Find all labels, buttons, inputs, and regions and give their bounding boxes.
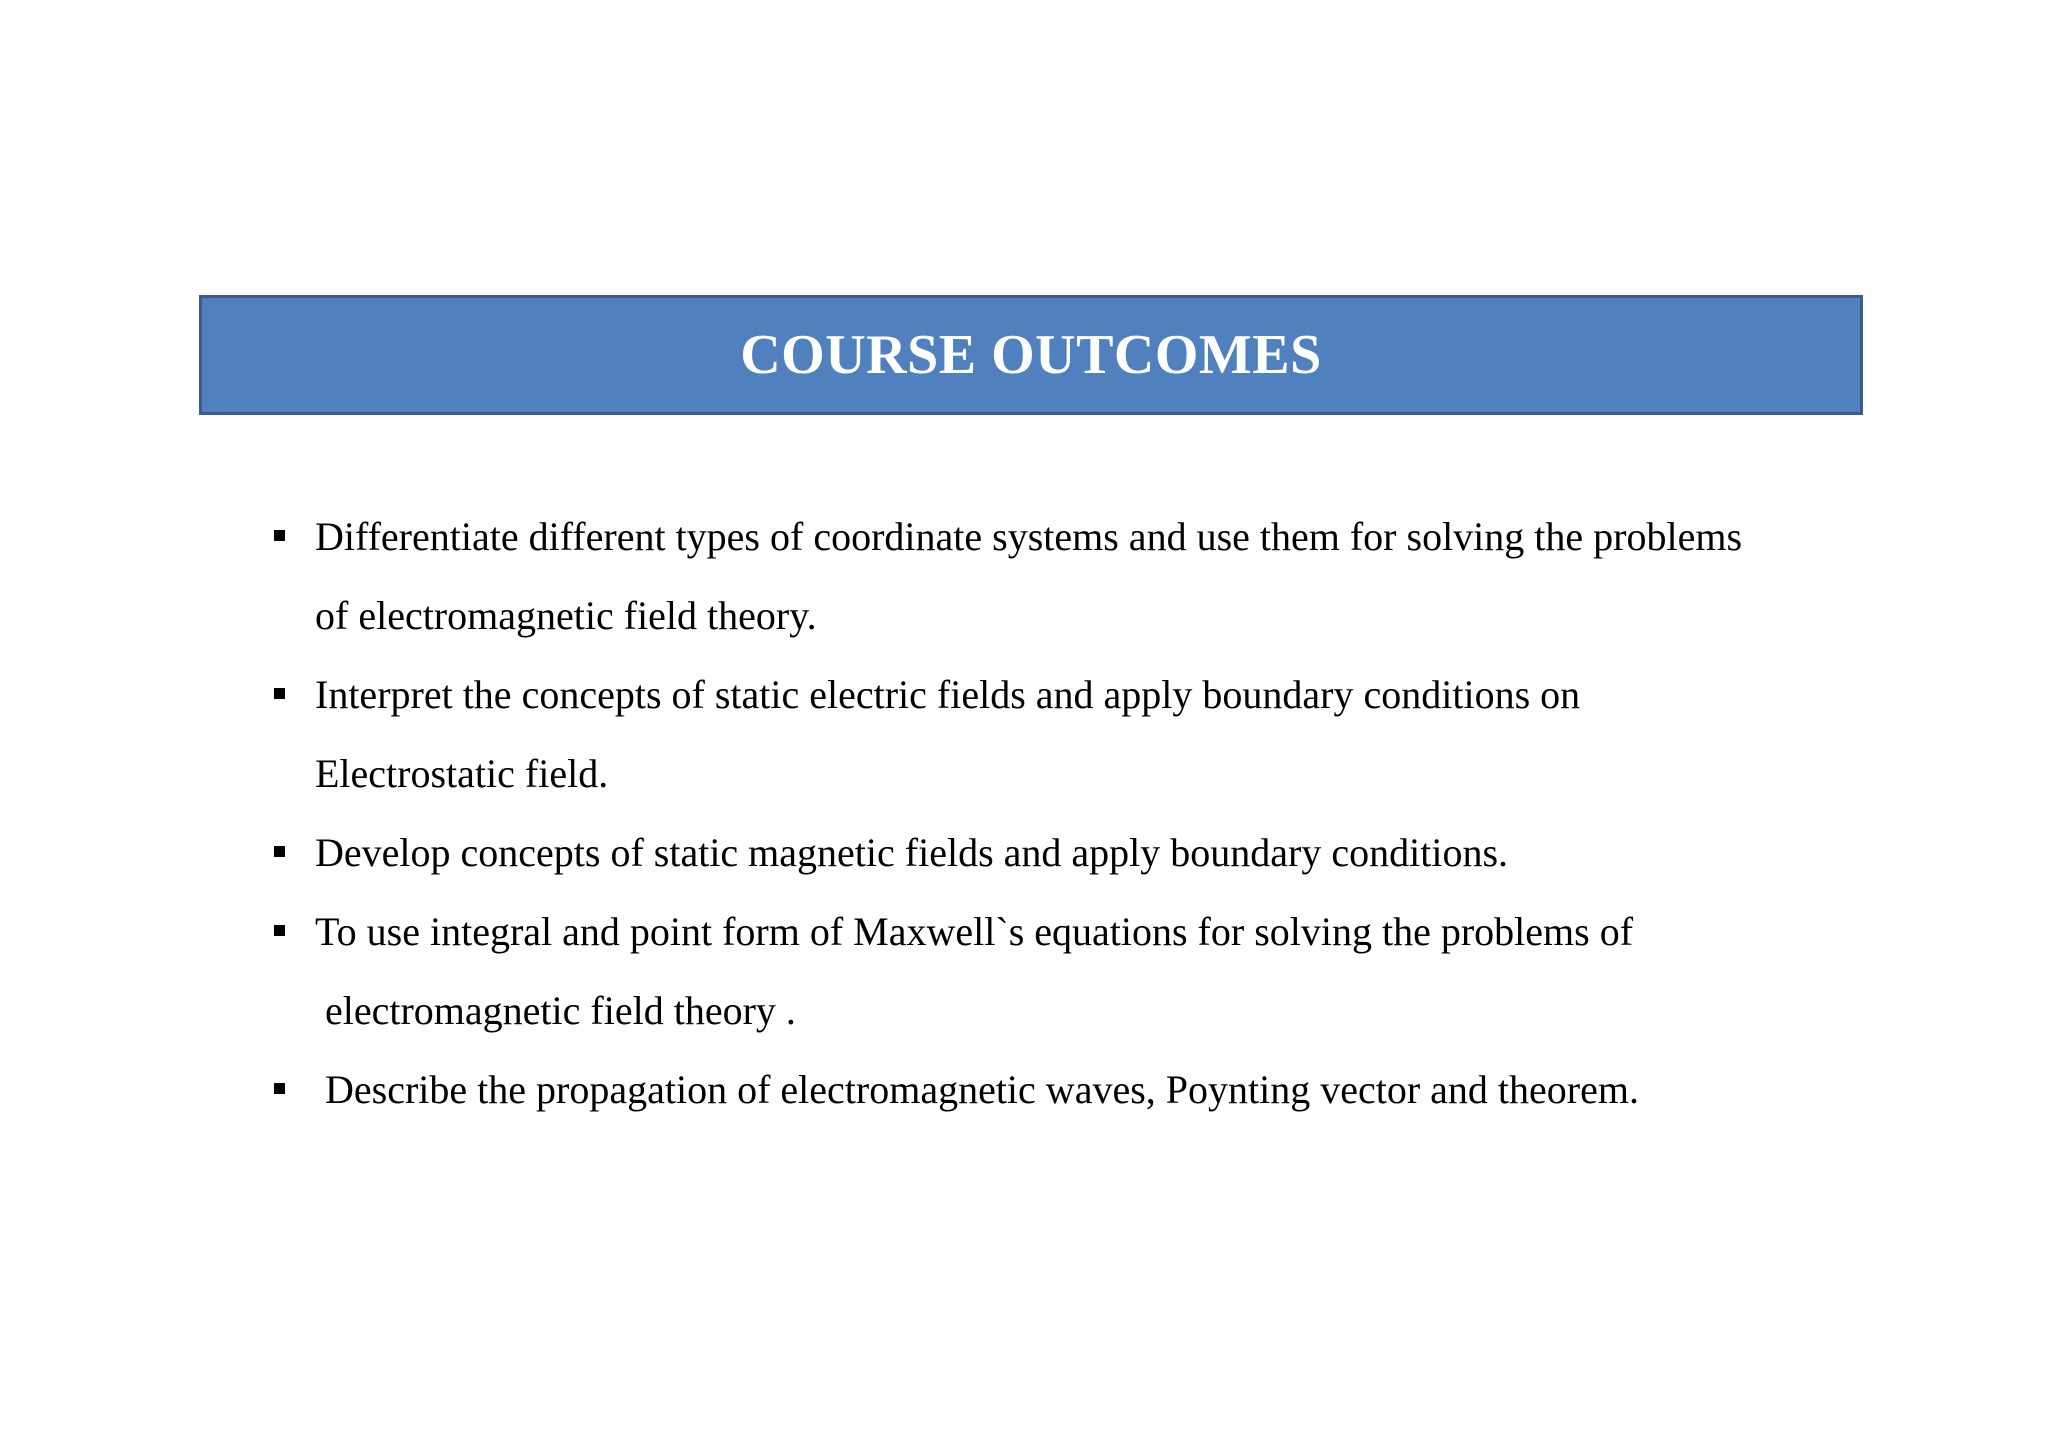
outcome-line: Differentiate different types of coordinate systems and use them for solving the problems — [315, 514, 1743, 559]
square-bullet-icon — [274, 846, 285, 857]
title-banner — [199, 295, 1863, 415]
outcomes-list — [270, 497, 1920, 1129]
outcome-item — [270, 655, 1920, 813]
outcome-line: electromagnetic field theory . — [325, 988, 796, 1033]
outcome-item — [270, 1050, 1920, 1129]
square-bullet-icon — [274, 530, 285, 541]
outcome-item — [270, 497, 1920, 655]
outcome-line: Interpret the concepts of static electric fields and apply boundary conditions on — [315, 672, 1581, 717]
square-bullet-icon — [274, 688, 285, 699]
outcome-line: of electromagnetic field theory. — [315, 593, 817, 638]
square-bullet-icon — [274, 925, 285, 936]
outcome-line: Develop concepts of static magnetic fields and apply boundary conditions. — [315, 830, 1509, 875]
slide-title: COURSE OUTCOMES — [740, 324, 1322, 386]
outcome-item — [270, 892, 1920, 1050]
outcome-line: To use integral and point form of Maxwell`s equations for solving the problems of — [315, 909, 1634, 954]
square-bullet-icon — [274, 1083, 285, 1094]
outcome-item — [270, 813, 1920, 892]
outcome-line: Electrostatic field. — [315, 751, 609, 796]
outcome-line: Describe the propagation of electromagnetic waves, Poynting vector and theorem. — [325, 1067, 1639, 1112]
